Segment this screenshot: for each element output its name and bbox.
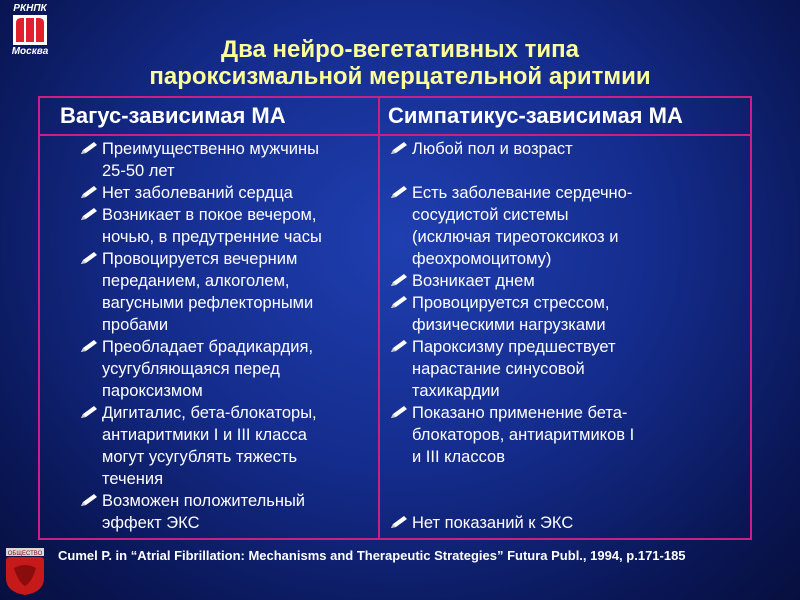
list-spacer	[390, 468, 746, 512]
logo-mark-icon	[13, 15, 47, 45]
list-item	[390, 402, 746, 468]
list-item	[80, 138, 376, 182]
rknpk-logo	[6, 3, 54, 57]
pencil-bullet-icon	[80, 207, 98, 221]
society-logo-text: ОБЩЕСТВО	[7, 551, 43, 557]
pencil-bullet-icon	[80, 339, 98, 353]
vagal-feature-list	[80, 138, 376, 534]
item-text: Возникает днем	[412, 272, 535, 290]
column-divider	[378, 96, 380, 540]
item-text: Провоцируется вечерним переданием, алкоголем, вагусными рефлекторными пробами	[102, 250, 314, 334]
pencil-bullet-icon	[390, 273, 408, 287]
item-text: Преимущественно мужчины 25-50 лет	[102, 140, 319, 180]
list-item	[390, 270, 746, 292]
pencil-bullet-icon	[80, 141, 98, 155]
title-line-2: пароксизмальной мерцательной аритмии	[149, 63, 651, 90]
citation-footer: Cumel P. in “Atrial Fibrillation: Mechanisms and Therapeutic Strategies” Futura Publ., 1994, p.171-185	[58, 548, 686, 563]
list-item	[80, 490, 376, 534]
list-spacer	[390, 160, 746, 182]
sympathetic-column-header: Симпатикус-зависимая МА	[388, 103, 683, 128]
title-line-1: Два нейро-вегетативных типа	[221, 36, 579, 63]
item-text: Провоцируется стрессом, физическими нагрузками	[412, 294, 610, 334]
society-logo-icon	[2, 548, 48, 596]
list-item	[390, 292, 746, 336]
logo-top-text: РКНПК	[13, 3, 47, 14]
list-item	[80, 182, 376, 204]
sympathetic-feature-list	[390, 138, 746, 534]
item-text: Показано применение бета- блокаторов, антиаритмиков I и III классов	[412, 404, 635, 466]
pencil-bullet-icon	[390, 295, 408, 309]
item-text: Есть заболевание сердечно- сосудистой системы (исключая тиреотоксикоз и феохромоцитому)	[412, 184, 633, 268]
vagal-column-header: Вагус-зависимая МА	[60, 103, 286, 128]
list-item	[80, 336, 376, 402]
pencil-bullet-icon	[80, 493, 98, 507]
header-divider	[38, 134, 752, 136]
list-item	[390, 336, 746, 402]
pencil-bullet-icon	[390, 141, 408, 155]
list-item	[390, 138, 746, 160]
pencil-bullet-icon	[390, 515, 408, 529]
pencil-bullet-icon	[390, 405, 408, 419]
list-item	[80, 402, 376, 490]
pencil-bullet-icon	[80, 405, 98, 419]
list-item	[80, 204, 376, 248]
item-text: Дигиталис, бета-блокаторы, антиаритмики I и III класса могут усугублять тяжесть течения	[102, 404, 317, 488]
pencil-bullet-icon	[390, 339, 408, 353]
item-text: Возможен положительный эффект ЭКС	[102, 492, 306, 532]
list-item	[390, 182, 746, 270]
pencil-bullet-icon	[80, 251, 98, 265]
item-text: Преобладает брадикардия, усугубляющаяся перед пароксизмом	[102, 338, 314, 400]
item-text: Нет показаний к ЭКС	[412, 514, 574, 532]
pencil-bullet-icon	[80, 185, 98, 199]
list-item	[390, 512, 746, 534]
item-text: Возникает в покое вечером, ночью, в предутренние часы	[102, 206, 322, 246]
slide-title	[60, 36, 740, 90]
logo-bottom-text: Москва	[11, 46, 49, 57]
item-text: Любой пол и возраст	[412, 140, 573, 158]
pencil-bullet-icon	[390, 185, 408, 199]
item-text: Пароксизму предшествует нарастание синусовой тахикардии	[412, 338, 616, 400]
list-item	[80, 248, 376, 336]
item-text: Нет заболеваний сердца	[102, 184, 293, 202]
